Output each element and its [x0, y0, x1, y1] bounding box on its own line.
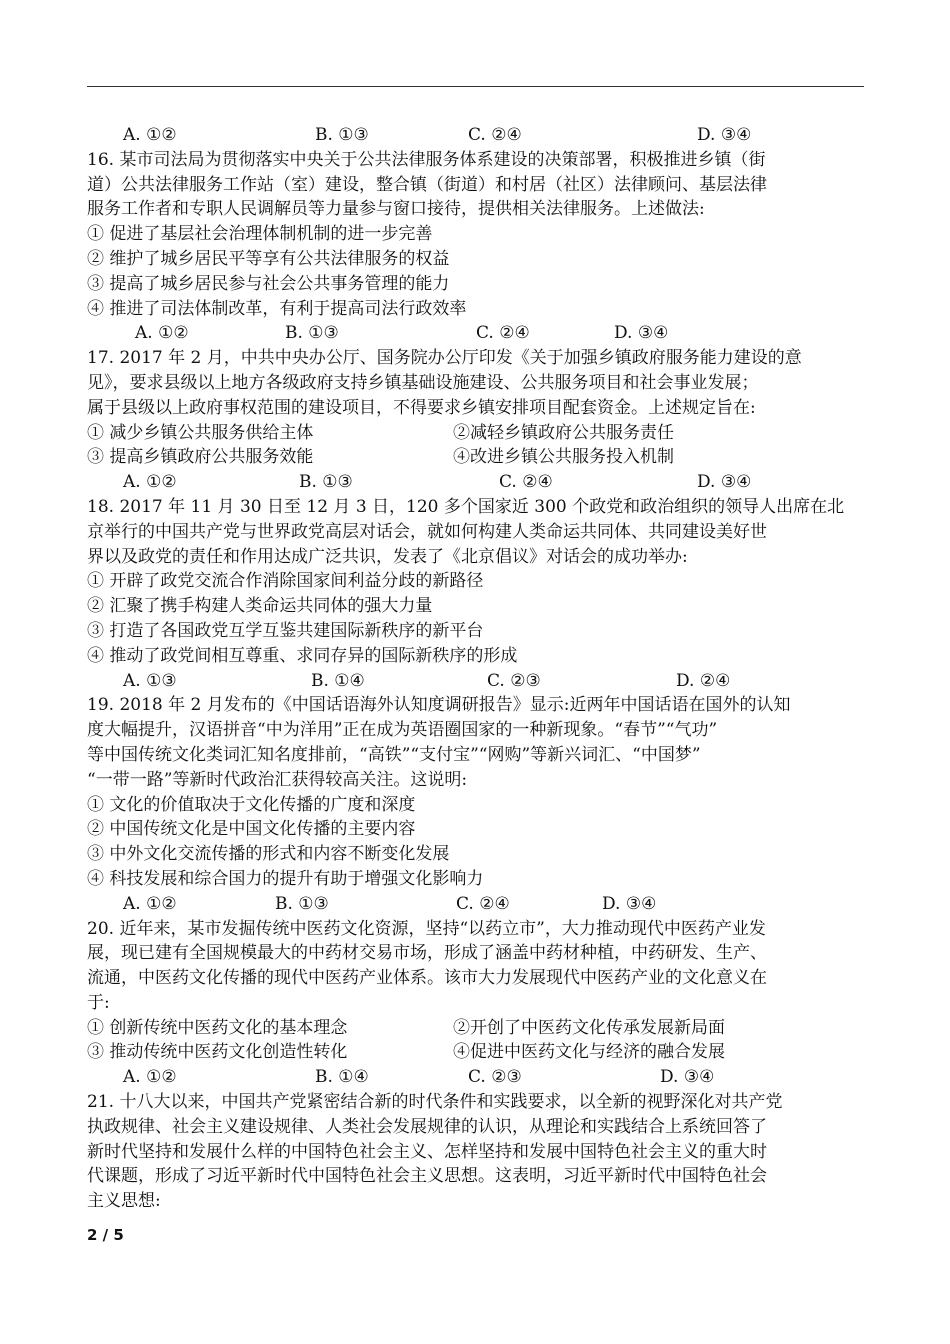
text-line: ② 汇聚了携手构建人类命运共同体的强大力量: [87, 596, 433, 617]
text-line: 等中国传统文化类词汇知名度排前，“高铁”“支付宝”“网购”等新兴词汇、“中国梦”: [87, 744, 701, 765]
text-line: 界以及政党的责任和作用达成广泛共识，发表了《北京倡议》对话会的成功举办:: [87, 546, 688, 567]
statement-item: ④改进乡镇公共服务投入机制: [453, 447, 674, 468]
answer-option: D. ③④: [602, 893, 657, 914]
answer-options-row: [87, 123, 864, 148]
answer-options-row: [87, 1065, 864, 1090]
answer-option: D. ③④: [660, 1067, 715, 1088]
statement-pair-row: [87, 1016, 864, 1041]
statement-item: ① 减少乡镇公共服务供给主体: [87, 422, 314, 443]
text-line: 道）公共法律服务工作站（室）建设，整合镇（街道）和村居（社区）法律顾问、基层法律: [87, 174, 767, 195]
text-line: 16. 某市司法局为贯彻落实中央关于公共法律服务体系建设的决策部署，积极推进乡镇（街: [87, 149, 766, 170]
answer-option: A. ①③: [123, 670, 177, 691]
answer-option: C. ②③: [487, 670, 541, 691]
statement-item: ④促进中医药文化与经济的融合发展: [453, 1042, 725, 1063]
document-body: [87, 123, 864, 1214]
statement-item: ① 创新传统中医药文化的基本理念: [87, 1017, 348, 1038]
answer-option: B. ①③: [285, 323, 339, 344]
answer-option: B. ①③: [299, 472, 353, 493]
statement-item: ③ 提高乡镇政府公共服务效能: [87, 447, 314, 468]
text-line: ③ 提高了城乡居民参与社会公共事务管理的能力: [87, 273, 450, 294]
answer-option: C. ②③: [468, 1067, 522, 1088]
text-line: ① 促进了基层社会治理体制机制的进一步完善: [87, 224, 433, 245]
answer-option: B. ①③: [315, 125, 369, 145]
statement-pair-row: [87, 421, 864, 446]
statement-pair-row: [87, 1040, 864, 1065]
text-line: ③ 中外文化交流传播的形式和内容不断变化发展: [87, 844, 450, 865]
header-rule: [87, 86, 864, 87]
text-line: ② 维护了城乡居民平等享有公共法律服务的权益: [87, 248, 450, 269]
text-line: 度大幅提升，汉语拼音“中为洋用”正在成为英语圈国家的一种新现象。“春节”“气功”: [87, 720, 718, 741]
answer-options-row: [87, 669, 864, 694]
text-line: “一带一路”等新时代政治汇获得较高关注。这说明:: [87, 769, 468, 790]
text-line: 于:: [87, 992, 110, 1013]
answer-option: C. ②④: [456, 893, 510, 914]
text-line: ③ 打造了各国政党互学互鉴共建国际新秩序的新平台: [87, 620, 484, 641]
answer-option: C. ②④: [468, 125, 522, 145]
text-line: 见》，要求县级以上地方各级政府支持乡镇基础设施建设、公共服务项目和社会事业发展；: [87, 372, 759, 393]
text-line: ② 中国传统文化是中国文化传播的主要内容: [87, 819, 416, 840]
answer-option: D. ②④: [676, 670, 731, 691]
answer-option: A. ①②: [123, 893, 177, 914]
page-number: 2 / 5: [87, 1226, 124, 1244]
answer-option: D. ③④: [614, 323, 669, 344]
text-line: 属于县级以上政府事权范围的建设项目，不得要求乡镇安排项目配套资金。上述规定旨在:: [87, 397, 756, 418]
text-line: 20. 近年来，某市发掘传统中医药文化资源，坚持“以药立市”，大力推动现代中医药产业发: [87, 918, 766, 939]
statement-item: ③ 推动传统中医药文化创造性转化: [87, 1042, 348, 1063]
answer-options-row: [87, 470, 864, 495]
answer-option: B. ①③: [275, 893, 329, 914]
answer-option: C. ②④: [499, 472, 553, 493]
text-line: 流通，中医药文化传播的现代中医药产业体系。该市大力发展现代中医药产业的文化意义在: [87, 968, 767, 989]
text-line: 展，现已建有全国规模最大的中药材交易市场，形成了涵盖中药材种植，中药研发、生产、: [87, 943, 767, 964]
text-line: 18. 2017 年 11 月 30 日至 12 月 3 日，120 多个国家近 300 个政党和政治组织的领导人出席在北: [87, 496, 845, 517]
answer-option: C. ②④: [476, 323, 530, 344]
statement-pair-row: [87, 445, 864, 470]
answer-option: D. ③④: [697, 472, 752, 493]
text-line: ① 文化的价值取决于文化传播的广度和深度: [87, 794, 416, 815]
answer-option: A. ①②: [123, 472, 177, 493]
text-line: ④ 科技发展和综合国力的提升有助于增强文化影响力: [87, 868, 484, 889]
answer-option: D. ③④: [697, 125, 752, 145]
answer-option: B. ①④: [311, 670, 365, 691]
text-line: ① 开辟了政党交流合作消除国家间利益分歧的新路径: [87, 571, 484, 592]
answer-options-row: [87, 892, 864, 917]
text-line: 19. 2018 年 2 月发布的《中国话语海外认知度调研报告》显示:近两年中国话语在国外的认知: [87, 695, 791, 716]
text-line: 执政规律、社会主义建设规律、人类社会发展规律的认识，从理论和实践结合上系统回答了: [87, 1116, 767, 1137]
text-line: 新时代坚持和发展什么样的中国特色社会主义、怎样坚持和发展中国特色社会主义的重大时: [87, 1141, 767, 1162]
text-line: ④ 推进了司法体制改革，有利于提高司法行政效率: [87, 298, 467, 319]
answer-option: A. ①②: [123, 1067, 177, 1088]
answer-option: B. ①④: [315, 1067, 369, 1088]
text-line: 服务工作者和专职人民调解员等力量参与窗口接待，提供相关法律服务。上述做法:: [87, 199, 705, 220]
statement-item: ②开创了中医药文化传承发展新局面: [453, 1017, 725, 1038]
answer-option: A. ①②: [135, 323, 189, 344]
text-line: 京举行的中国共产党与世界政党高层对话会，就如何构建人类命运共同体、共同建设美好世: [87, 521, 767, 542]
text-line: 21. 十八大以来，中国共产党紧密结合新的时代条件和实践要求，以全新的视野深化对共产党: [87, 1092, 783, 1113]
text-line: 17. 2017 年 2 月，中共中央办公厅、国务院办公厅印发《关于加强乡镇政府服务能力建设的意: [87, 348, 802, 369]
text-line: 代课题，形成了习近平新时代中国特色社会主义思想。这表明，习近平新时代中国特色社会: [87, 1166, 767, 1187]
text-line: 主义思想:: [87, 1191, 161, 1212]
answer-options-row: [87, 321, 864, 346]
answer-option: A. ①②: [123, 125, 177, 145]
text-line: ④ 推动了政党间相互尊重、求同存异的国际新秩序的形成: [87, 645, 518, 666]
statement-item: ②减轻乡镇政府公共服务责任: [453, 422, 674, 443]
